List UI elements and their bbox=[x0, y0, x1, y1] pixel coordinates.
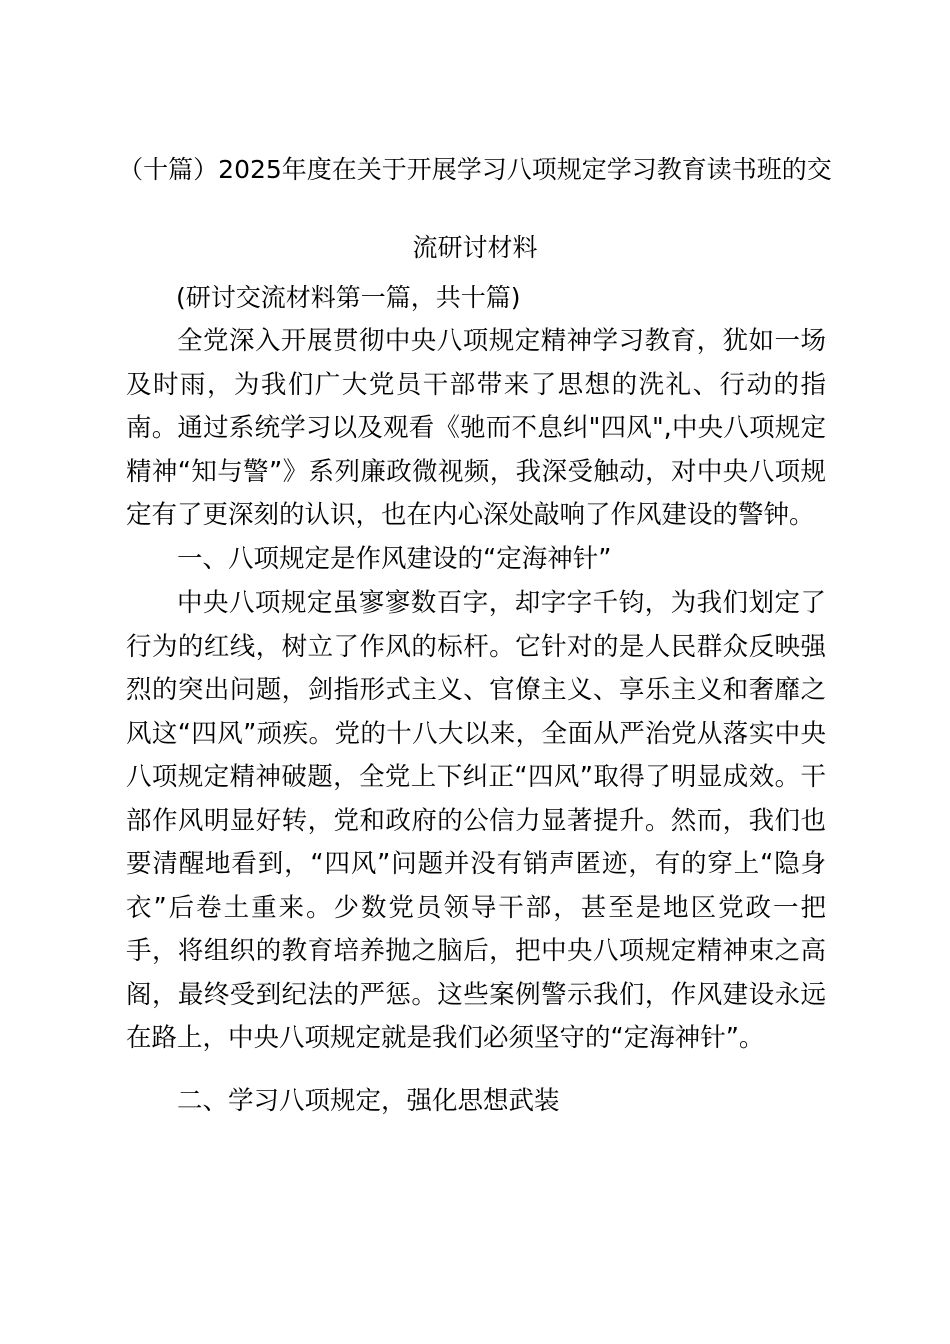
document-subtitle: (研讨交流材料第一篇，共十篇) bbox=[176, 283, 521, 312]
section-heading-1: 一、八项规定是作风建设的“定海神针” bbox=[177, 544, 612, 574]
paragraph-section-1: 中央八项规定虽寥寥数百字，却字字千钧，为我们划定了行为的红线，树立了作风的标杆。它针对的是人民群众反映强烈的突出问题，剑指形式主义、官僚主义、享乐主义和奢靡之风这“四风”顽疾。党的十八大以来，全面从严治党从落实中央八项规定精神破题，全党上下纠正“四风”取得了明显成效。干部作风明显好转，党和政府的公信力显著提升。然而，我们也要清醒地看到，“四风”问题并没有销声匿迹，有的穿上“隐身衣”后卷土重来。少数党员领导干部，甚至是地区党政一把手，将组织的教育培养抛之脑后，把中央八项规定精神束之高阁，最终受到纪法的严惩。这些案例警示我们，作风建设永远在路上，中央八项规定就是我们必须坚守的“定海神针”。 bbox=[126, 588, 826, 1053]
document-title-line-1: （十篇）2025年度在关于开展学习八项规定学习教育读书班的交 bbox=[118, 155, 832, 184]
section-heading-2: 二、学习八项规定，强化思想武装 bbox=[177, 1086, 560, 1116]
document-title-line-2: 流研讨材料 bbox=[412, 233, 538, 262]
paragraph-intro: 全党深入开展贯彻中央八项规定精神学习教育，犹如一场及时雨，为我们广大党员干部带来了思想的洗礼、行动的指南。通过系统学习以及观看《驰而不息纠"四风",中央八项规定精神“知与警”》系列廉政微视频，我深受触动，对中央八项规定有了更深刻的认识，也在内心深处敲响了作风建设的警钟。 bbox=[126, 326, 826, 530]
